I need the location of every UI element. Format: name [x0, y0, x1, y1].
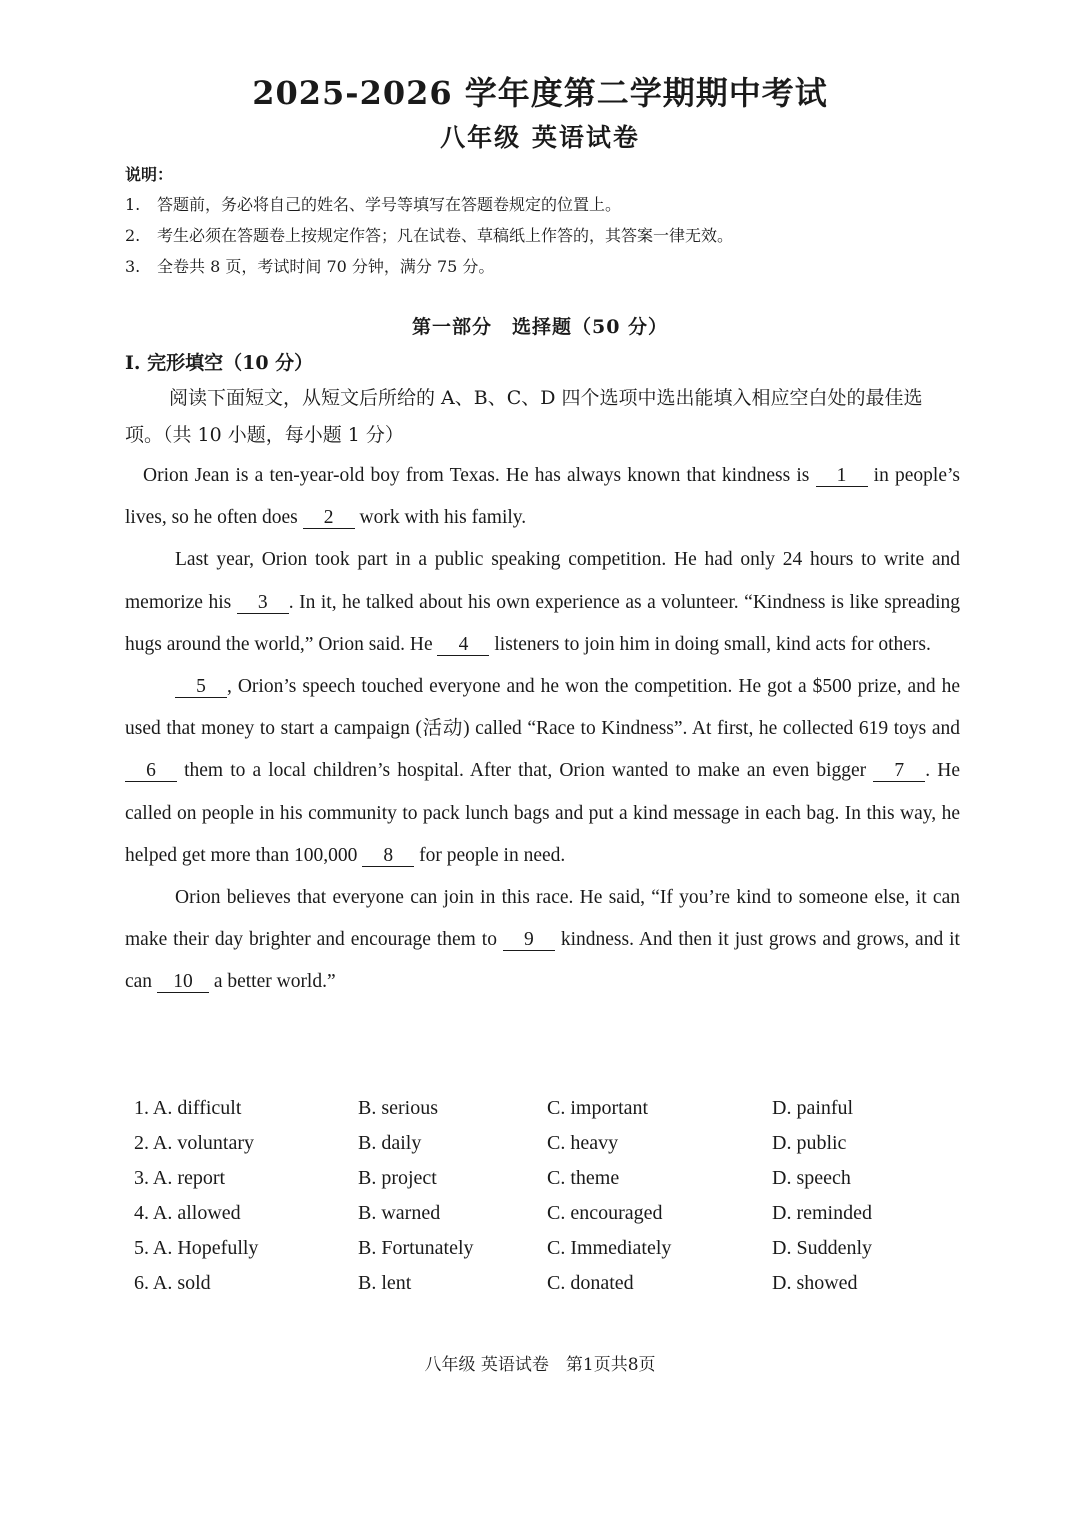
passage-paragraph-1 — [125, 455, 960, 539]
note-item — [125, 223, 733, 254]
passage-text: kindness. And then it just grows and grows, and it can — [125, 929, 960, 993]
blank-1: 1 — [816, 466, 868, 487]
option-d: D. speech — [772, 1167, 851, 1189]
passage-paragraph-2 — [125, 539, 960, 666]
passage-text: , Orion’s speech touched everyone and he won the competition. He got a $500 prize, and he used that money to start a campaign (活动) called “Race to Kindness”. At first, he collected 619 toys and — [125, 676, 960, 740]
passage-text: in people’s lives, so he often does — [125, 465, 960, 529]
option-a: 6. A. sold — [134, 1272, 211, 1294]
option-row — [134, 1268, 954, 1303]
note-text: 答题前，务必将自己的姓名、学号等填写在答题卷规定的位置上。 — [157, 195, 622, 214]
blank-9: 9 — [503, 930, 555, 951]
option-row — [134, 1128, 954, 1163]
passage-text: for people in need. — [414, 844, 566, 866]
option-a: 1. A. difficult — [134, 1097, 242, 1119]
passage-paragraph-3 — [125, 666, 960, 877]
option-c: C. theme — [547, 1167, 620, 1189]
section-instructions: 阅读下面短文，从短文后所给的 A、B、C、D 四个选项中选出能填入相应空白处的最佳选项。（共 10 小题，每小题 1 分） — [125, 387, 923, 446]
option-a: 4. A. allowed — [134, 1202, 241, 1224]
option-a: 2. A. voluntary — [134, 1132, 254, 1154]
option-row — [134, 1233, 954, 1268]
exam-title: 2025-2026 学年度第二学期期中考试 — [252, 74, 828, 112]
passage-text: . He called on people in his community to pack lunch bags and put a kind message in each bag. In this way, he helped get more than 100,000 — [125, 760, 960, 866]
blank-10: 10 — [157, 972, 209, 993]
blank-6: 6 — [125, 761, 177, 782]
option-b: B. warned — [358, 1202, 441, 1224]
option-d: D. Suddenly — [772, 1237, 872, 1259]
passage-text: them to a local children’s hospital. After that, Orion wanted to make an even bigger — [177, 760, 874, 782]
exam-subtitle: 八年级 英语试卷 — [440, 123, 640, 152]
blank-7: 7 — [873, 761, 925, 782]
note-number: 2. — [125, 226, 141, 245]
page-footer: 八年级 英语试卷 第1页共8页 — [424, 1355, 656, 1375]
section-title: I. 完形填空（10 分） — [125, 352, 314, 374]
passage-text: . In it, he talked about his own experience as a volunteer. “Kindness is like spreading hugs around the world,” Orion said. He — [125, 591, 961, 655]
option-c: C. heavy — [547, 1132, 619, 1154]
passage-text: Orion believes that everyone can join in this race. He said, “If you’re kind to someone else, it can make their day brighter and encourage them to — [125, 887, 960, 951]
blank-2: 2 — [303, 508, 355, 529]
notes-list — [125, 192, 733, 285]
option-b: B. daily — [358, 1132, 422, 1154]
option-row — [134, 1198, 954, 1233]
option-d: D. painful — [772, 1097, 854, 1119]
note-text: 全卷共 8 页，考试时间 70 分钟，满分 75 分。 — [157, 257, 495, 276]
option-row — [134, 1093, 954, 1128]
option-a: 5. A. Hopefully — [134, 1237, 259, 1259]
answer-options — [134, 1093, 954, 1303]
note-item — [125, 254, 733, 285]
option-b: B. serious — [358, 1097, 438, 1119]
option-b: B. project — [358, 1167, 437, 1189]
option-a: 3. A. report — [134, 1167, 226, 1189]
option-c: C. important — [547, 1097, 649, 1119]
option-d: D. public — [772, 1132, 847, 1154]
part-one-title: 第一部分 选择题（50 分） — [411, 316, 669, 338]
blank-4: 4 — [437, 635, 489, 656]
notes-heading: 说明： — [125, 165, 174, 184]
option-row — [134, 1163, 954, 1198]
cloze-passage — [125, 455, 960, 1004]
passage-text: listeners to join him in doing small, kind acts for others. — [489, 633, 931, 655]
option-d: D. showed — [772, 1272, 858, 1294]
option-b: B. lent — [358, 1272, 412, 1294]
option-c: C. encouraged — [547, 1202, 663, 1224]
note-text: 考生必须在答题卷上按规定作答；凡在试卷、草稿纸上作答的，其答案一律无效。 — [157, 226, 734, 245]
option-d: D. reminded — [772, 1202, 872, 1224]
option-c: C. Immediately — [547, 1237, 672, 1259]
passage-text: a better world.” — [208, 971, 336, 993]
note-number: 1. — [125, 195, 141, 214]
passage-text: work with his family. — [354, 507, 527, 529]
passage-text: Orion Jean is a ten-year-old boy from Texas. He has always known that kindness is — [143, 465, 816, 486]
blank-5: 5 — [175, 677, 227, 698]
note-number: 3. — [125, 257, 141, 276]
passage-text: Last year, Orion took part in a public speaking competition. He had only 24 hours to write and memorize his — [125, 549, 960, 613]
blank-8: 8 — [362, 846, 414, 867]
blank-3: 3 — [237, 593, 289, 614]
note-item — [125, 192, 733, 223]
option-c: C. donated — [547, 1272, 634, 1294]
option-b: B. Fortunately — [358, 1237, 474, 1259]
passage-paragraph-4 — [125, 877, 960, 1004]
